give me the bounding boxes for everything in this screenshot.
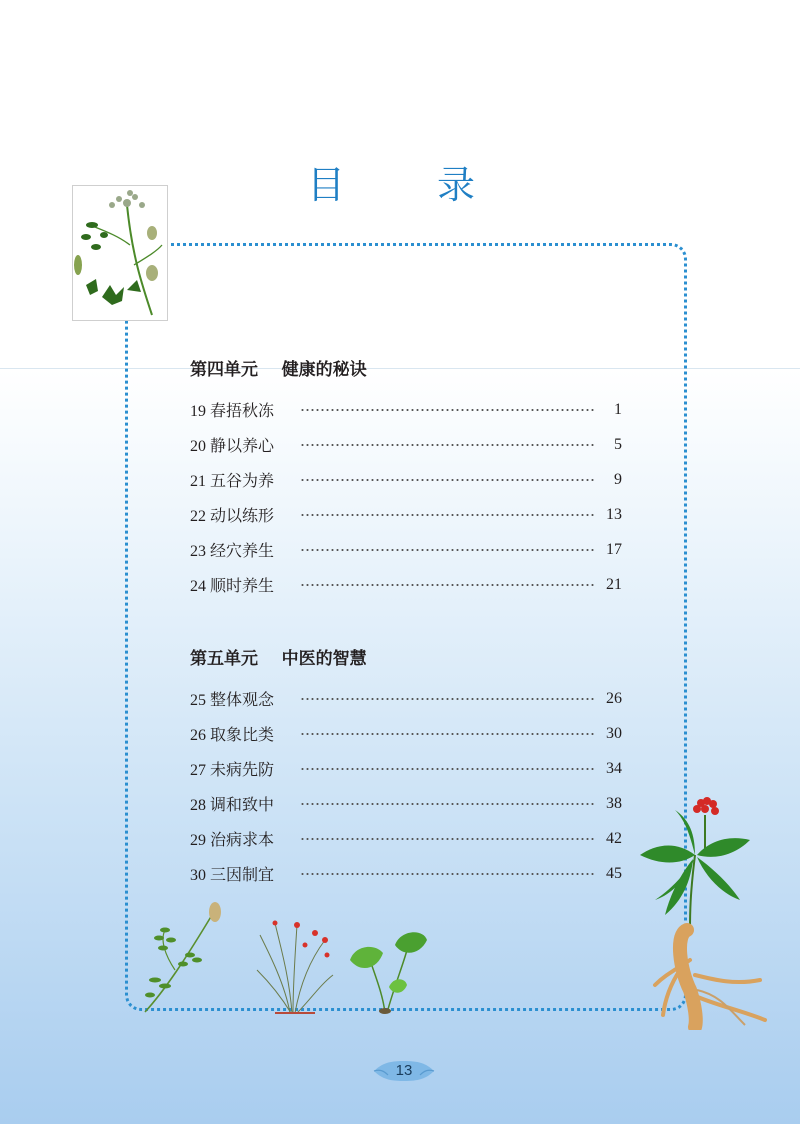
- entry-page: 30: [606, 724, 622, 742]
- herb-illustration-icon: [72, 185, 168, 321]
- unit-title: 第五单元 中医的智慧: [190, 649, 367, 669]
- entry-label: 28 调和致中: [190, 797, 275, 814]
- page-title: 目 录: [306, 163, 516, 207]
- toc-entry[interactable]: [190, 786, 622, 821]
- entry-label: 30 三因制宜: [190, 867, 275, 884]
- entry-page: 5: [614, 435, 622, 453]
- leader-dots: [300, 698, 594, 700]
- entry-page: 1: [614, 400, 622, 418]
- page-number-badge: [372, 1057, 436, 1085]
- leader-dots: [300, 733, 594, 735]
- entry-label: 29 治病求本: [190, 832, 275, 849]
- unit-title: 第四单元 健康的秘诀: [190, 360, 367, 380]
- toc-entry[interactable]: [190, 497, 622, 532]
- unit-section: [190, 645, 622, 891]
- entry-label: 26 取象比类: [190, 727, 275, 744]
- entry-label: 21 五谷为养: [190, 473, 275, 490]
- toc-entry[interactable]: [190, 532, 622, 567]
- leader-dots: [300, 514, 594, 516]
- leader-dots: [300, 803, 594, 805]
- entry-label: 24 顺时养生: [190, 578, 275, 595]
- berry-plant-icon: [255, 915, 335, 1015]
- unit-section: [190, 356, 622, 602]
- toc-entry[interactable]: [190, 462, 622, 497]
- leader-dots: [300, 549, 594, 551]
- leader-dots: [300, 838, 594, 840]
- heart-leaf-plant-icon: [345, 925, 430, 1015]
- ginseng-plant-icon: [635, 795, 775, 1030]
- vine-plant-icon: [135, 900, 230, 1015]
- entry-page: 13: [606, 505, 622, 523]
- leader-dots: [300, 584, 594, 586]
- toc-entry[interactable]: [190, 427, 622, 462]
- entry-label: 25 整体观念: [190, 692, 275, 709]
- entry-label: 22 动以练形: [190, 508, 275, 525]
- entry-label: 27 未病先防: [190, 762, 275, 779]
- toc-entry[interactable]: [190, 392, 622, 427]
- entry-page: 34: [606, 759, 622, 777]
- entry-page: 26: [606, 689, 622, 707]
- entry-page: 45: [606, 864, 622, 882]
- leader-dots: [300, 768, 594, 770]
- entry-page: 9: [614, 470, 622, 488]
- entry-page: 17: [606, 540, 622, 558]
- toc-entry[interactable]: [190, 567, 622, 602]
- leader-dots: [300, 409, 594, 411]
- toc-entry[interactable]: [190, 821, 622, 856]
- entry-label: 20 静以养心: [190, 438, 275, 455]
- leader-dots: [300, 479, 594, 481]
- entry-label: 19 春捂秋冻: [190, 403, 275, 420]
- toc-entry[interactable]: [190, 751, 622, 786]
- entry-label: 23 经穴养生: [190, 543, 275, 560]
- entry-page: 38: [606, 794, 622, 812]
- toc-entry[interactable]: [190, 681, 622, 716]
- leader-dots: [300, 444, 594, 446]
- leader-dots: [300, 873, 594, 875]
- toc-entry[interactable]: [190, 856, 622, 891]
- entry-page: 42: [606, 829, 622, 847]
- entry-page: 21: [606, 575, 622, 593]
- toc-entry[interactable]: [190, 716, 622, 751]
- page-number: 13: [395, 1062, 413, 1079]
